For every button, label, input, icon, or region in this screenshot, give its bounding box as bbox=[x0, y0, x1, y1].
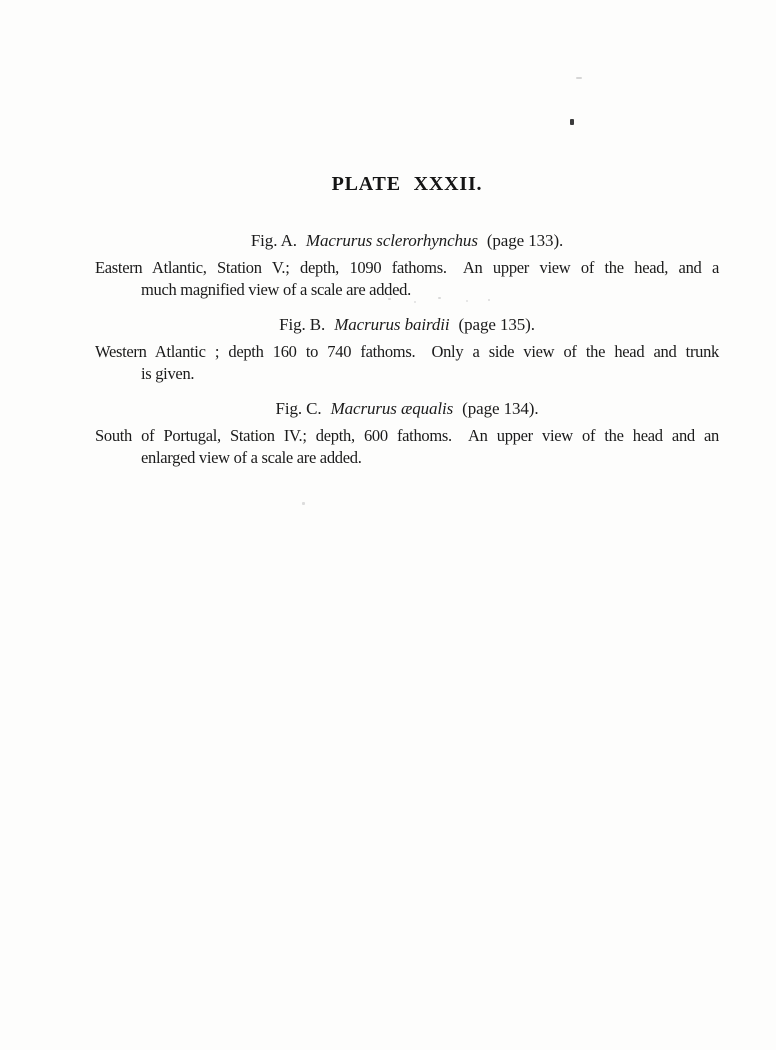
description-line-1: South of Portugal, Station IV.; depth, 600 fathoms. An upper view of the head and an bbox=[95, 426, 719, 445]
description-line-2: much magnified view of a scale are added. bbox=[141, 280, 411, 299]
figure-a-page-reference: (page 133). bbox=[486, 231, 564, 250]
scan-speck bbox=[302, 502, 305, 505]
figure-b-heading bbox=[95, 314, 719, 336]
figure-c-description bbox=[95, 425, 719, 469]
figure-entry-b bbox=[95, 314, 719, 385]
description-line-2: is given. bbox=[141, 364, 195, 383]
plate-title: PLATE XXXII. bbox=[331, 173, 483, 195]
figure-c-page-reference: (page 134). bbox=[462, 399, 539, 418]
figure-c-species-name: Macrurus æqualis bbox=[330, 399, 454, 418]
figure-a-species-name: Macrurus sclerorhynchus bbox=[305, 231, 478, 250]
description-line-2: enlarged view of a scale are added. bbox=[141, 448, 362, 467]
figure-a-description bbox=[95, 257, 719, 301]
figure-a-label: Fig. A. bbox=[250, 231, 297, 250]
figure-b-page-reference: (page 135). bbox=[458, 315, 535, 334]
description-line-1: Western Atlantic ; depth 160 to 740 fathoms. Only a side view of the head and trunk bbox=[95, 342, 719, 361]
figure-b-species-name: Macrurus bairdii bbox=[334, 315, 450, 334]
description-line-1: Eastern Atlantic, Station V.; depth, 1090 fathoms. An upper view of the head, and a bbox=[95, 258, 719, 277]
figure-entry-c bbox=[95, 398, 719, 469]
figure-entry-a bbox=[95, 230, 719, 301]
figure-a-heading bbox=[95, 230, 719, 252]
figure-b-label: Fig. B. bbox=[279, 315, 326, 334]
figure-b-description bbox=[95, 341, 719, 385]
figure-c-heading bbox=[95, 398, 719, 420]
text-block bbox=[95, 0, 719, 469]
figure-c-label: Fig. C. bbox=[275, 399, 322, 418]
